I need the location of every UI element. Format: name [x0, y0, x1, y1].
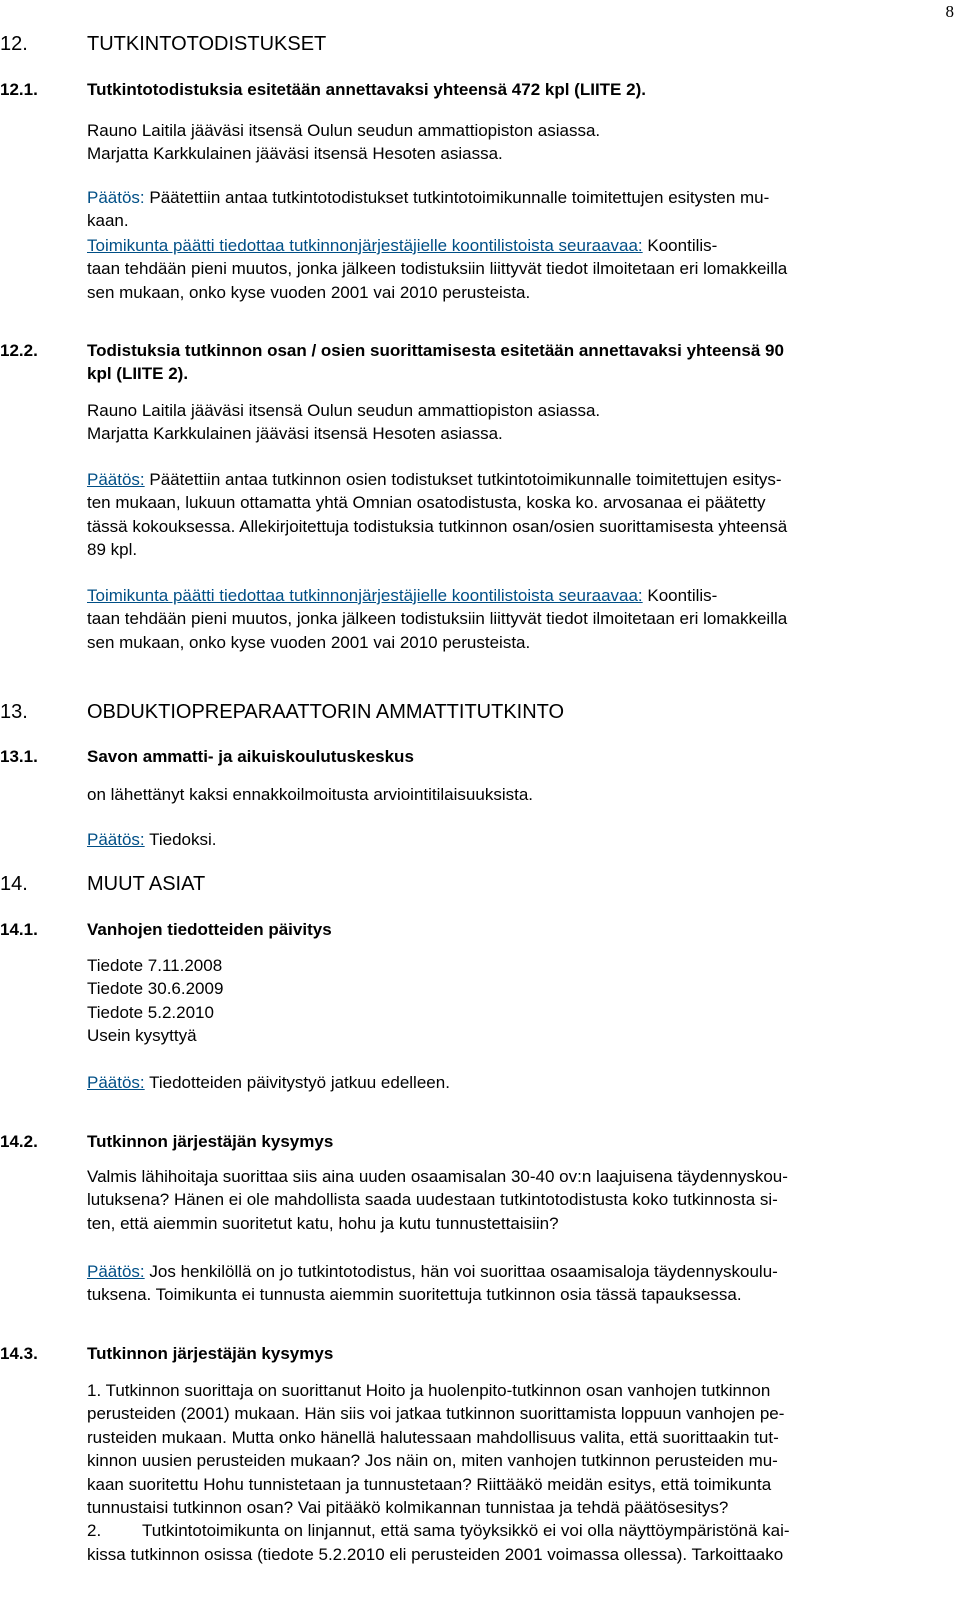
committee-text: sen mukaan, onko kyse vuoden 2001 vai 2010 perusteista. — [87, 282, 531, 302]
section-14-2-decision — [87, 1260, 933, 1307]
committee-label: Toimikunta päätti tiedottaa tutkinnonjärjestäjielle koontilistoista seuraavaa: — [87, 236, 643, 255]
committee-text: Koontilis- — [647, 586, 718, 605]
section-14-1-decision — [87, 1071, 933, 1094]
section-13-number: 13. — [0, 701, 28, 723]
question-line: kaan suoritettu Hohu tunnistetaan ja tunnustetaan? Riittääkö meidän esitys, että toimikunta — [87, 1474, 772, 1494]
question-line: Tutkintotoimikunta on linjannut, että sama työyksikkö ei voi olla näyttöympäristönä kai- — [142, 1521, 790, 1541]
decision-text: tässä kokouksessa. Allekirjoitettuja todistuksia tutkinnon osan/osien suorittamisesta yhteensä — [87, 516, 788, 536]
question-line: tunnustaisi tutkinnon osan? Vai pitääkö kolmikannan tunnistaa ja tehdä päätösesitys? — [87, 1498, 729, 1518]
section-12-2-recusals — [87, 399, 933, 446]
committee-text: Koontilis- — [647, 236, 718, 255]
decision-label: Päätös: — [87, 1073, 145, 1092]
committee-label: Toimikunta päätti tiedottaa tutkinnonjärjestäjielle koontilistoista seuraavaa: — [87, 586, 643, 605]
decision-label: Päätös: — [87, 1262, 145, 1281]
section-14-3-question — [87, 1379, 933, 1566]
section-14-2-title: Tutkinnon järjestäjän kysymys — [87, 1132, 334, 1151]
committee-text: sen mukaan, onko kyse vuoden 2001 vai 2010 perusteista. — [87, 632, 531, 652]
question-line: kinnon uusien perusteiden mukaan? Jos näin on, miten vanhojen tutkinnon perusteiden mu- — [87, 1451, 778, 1471]
recusal-line: Marjatta Karkkulainen jääväsi itsensä Hesoten asiassa. — [87, 144, 503, 164]
section-13-title: OBDUKTIOPREPARAATTORIN AMMATTITUTKINTO — [87, 701, 565, 723]
question-line: ten, että aiemmin suoritetut katu, hohu ja kutu tunnustettaisiin? — [87, 1213, 559, 1233]
decision-text: Tiedoksi. — [149, 830, 217, 849]
bulletin-list — [87, 954, 933, 1048]
section-12-2-decision — [87, 468, 933, 562]
decision-text: 89 kpl. — [87, 540, 138, 560]
decision-text: Jos henkilöllä on jo tutkintotodistus, hän voi suorittaa osaamisaloja täydennyskoulu- — [149, 1262, 778, 1281]
question-line: rusteiden mukaan. Mutta onko hänellä halutessaan mahdollisuus valita, että suorittaakin tut- — [87, 1427, 779, 1447]
section-13-1-title: Savon ammatti- ja aikuiskoulutuskeskus — [87, 747, 414, 766]
committee-text: taan tehdään pieni muutos, jonka jälkeen todistuksiin liittyvät tiedot ilmoitetaan eri lomakkeilla — [87, 259, 788, 279]
question-line: 1. Tutkinnon suorittaja on suorittanut Hoito ja huolenpito-tutkinnon osan vanhojen tutkinnon — [87, 1381, 771, 1400]
section-12-1-title: Tutkintotodistuksia esitetään annettavaksi yhteensä 472 kpl (LIITE 2). — [87, 80, 646, 99]
question-line: lutuksena? Hänen ei ole mahdollista saada uudestaan tutkintotodistusta koko tutkinnosta si- — [87, 1190, 778, 1210]
section-14-2-number: 14.2. — [0, 1132, 38, 1151]
list-item: Tiedote 5.2.2010 — [87, 1002, 214, 1022]
decision-label: Päätös: — [87, 188, 145, 207]
section-13-1-decision — [87, 828, 933, 851]
list-item: Tiedote 7.11.2008 — [87, 956, 223, 975]
section-12-title: TUTKINTOTODISTUKSET — [87, 33, 327, 55]
recusal-line: Rauno Laitila jääväsi itsensä Oulun seudun ammattiopiston asiassa. — [87, 121, 601, 140]
section-12-2-committee-note — [87, 584, 933, 654]
section-14-title: MUUT ASIAT — [87, 873, 206, 895]
section-14-3-number: 14.3. — [0, 1344, 38, 1363]
section-12-1-decision — [87, 186, 933, 233]
section-13-1-number: 13.1. — [0, 747, 38, 766]
committee-text: taan tehdään pieni muutos, jonka jälkeen todistuksiin liittyvät tiedot ilmoitetaan eri lomakkeilla — [87, 609, 788, 629]
section-13-1-text: on lähettänyt kaksi ennakkoilmoitusta arviointitilaisuuksista. — [87, 785, 534, 804]
section-14-3-title: Tutkinnon järjestäjän kysymys — [87, 1344, 334, 1363]
recusal-line: Marjatta Karkkulainen jääväsi itsensä Hesoten asiassa. — [87, 424, 503, 444]
list-item: Usein kysyttyä — [87, 1026, 197, 1046]
decision-text: tuksena. Toimikunta ei tunnusta aiemmin suoritettuja tutkinnon osia tässä tapauksessa. — [87, 1285, 742, 1305]
title-line: kpl (LIITE 2). — [87, 364, 189, 384]
decision-text: ten mukaan, lukuun ottamatta yhtä Omnian osatodistusta, koska ko. arvosanaa ei päätetty — [87, 493, 766, 513]
decision-text: Päätettiin antaa tutkinnon osien todistukset tutkintotoimikunnalle toimitettujen esitys- — [149, 470, 782, 489]
question-line: kissa tutkinnon osissa (tiedote 5.2.2010 eli perusteiden 2001 voimassa ollessa). Tarkoittaako — [87, 1544, 784, 1564]
question-line: Valmis lähihoitaja suorittaa siis aina uuden osaamisalan 30-40 ov:n laajuisena täydennyskou- — [87, 1167, 788, 1186]
section-12-1-committee-note — [87, 234, 933, 304]
section-12-1-recusals — [87, 119, 933, 166]
list-item: Tiedote 30.6.2009 — [87, 979, 224, 999]
decision-text-cont: kaan. — [87, 211, 129, 231]
decision-text: Päätettiin antaa tutkintotodistukset tutkintotoimikunnalle toimitettujen esitysten mu- — [149, 188, 770, 207]
question-line: perusteiden (2001) mukaan. Hän siis voi jatkaa tutkinnon suorittamista loppuun vanhojen pe- — [87, 1404, 785, 1424]
section-14-number: 14. — [0, 873, 28, 895]
section-12-2-title — [87, 339, 933, 386]
page-number: 8 — [945, 2, 954, 21]
decision-label: Päätös: — [87, 830, 145, 849]
section-12-2-number: 12.2. — [0, 341, 38, 360]
title-line: Todistuksia tutkinnon osan / osien suorittamisesta esitetään annettavaksi yhteensä 90 — [87, 341, 784, 360]
section-14-2-question — [87, 1165, 933, 1235]
decision-label: Päätös: — [87, 470, 145, 489]
section-14-1-number: 14.1. — [0, 920, 38, 939]
section-12-number: 12. — [0, 33, 28, 55]
section-14-1-title: Vanhojen tiedotteiden päivitys — [87, 920, 332, 939]
recusal-line: Rauno Laitila jääväsi itsensä Oulun seudun ammattiopiston asiassa. — [87, 401, 601, 420]
question-2-number: 2. — [87, 1521, 102, 1541]
decision-text: Tiedotteiden päivitystyö jatkuu edelleen. — [149, 1073, 450, 1092]
section-12-1-number: 12.1. — [0, 80, 38, 99]
